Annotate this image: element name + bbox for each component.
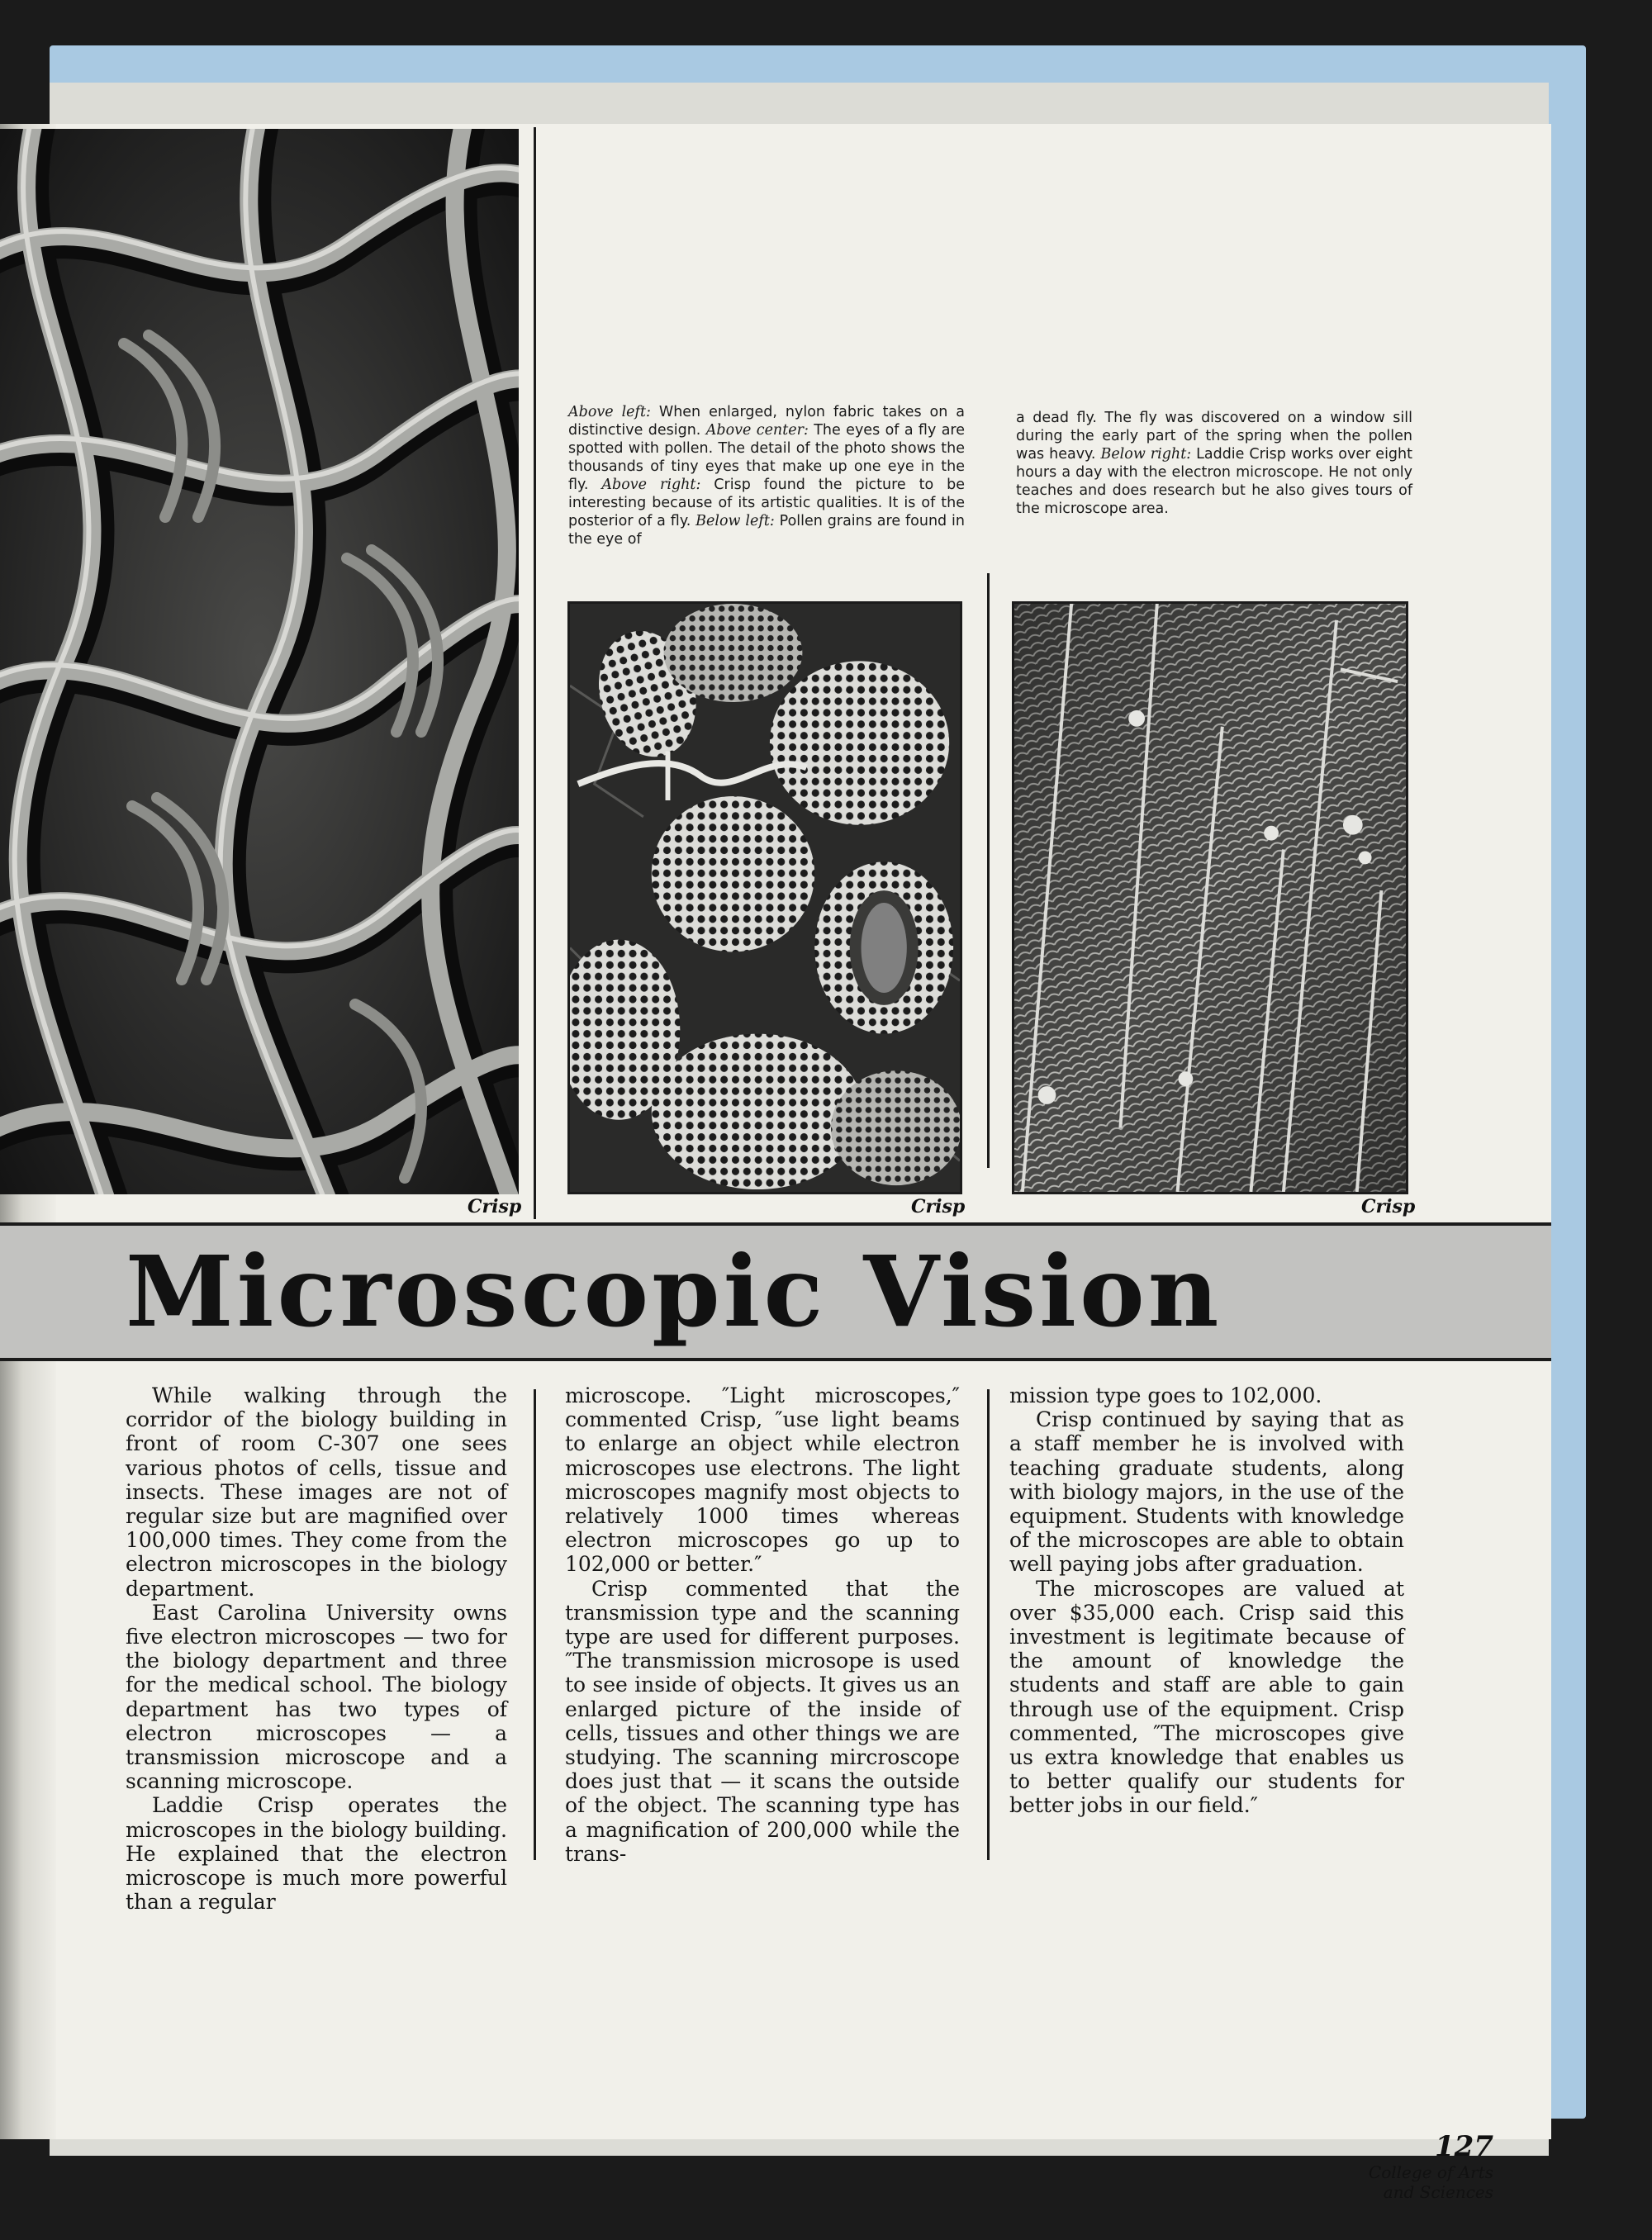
column-rule-top-left (534, 127, 536, 1219)
photo-credit-right: Crisp (1361, 1196, 1416, 1217)
article-column-3 (1009, 1383, 1404, 1818)
paragraph: East Carolina University owns five electron microscopes — two for the biology department and three for the medical school. The biology department has two types of electron microscopes — a transmission microscope and a scanning microscope. (126, 1600, 507, 1794)
photo-credit-left: Crisp (468, 1196, 522, 1217)
headline-banner (0, 1222, 1551, 1361)
paragraph: Laddie Crisp operates the microscopes in the biology building. He explained that the electron microscope is much more powerful than a regular (126, 1793, 507, 1915)
page-folio (1369, 2131, 1493, 2202)
column-rule-bottom-left (534, 1389, 536, 1860)
column-rule-bottom-right (987, 1389, 990, 1860)
paragraph: The microscopes are valued at over $35,000 each. Crisp said this investment is legitimate because of the amount of knowledge the students and staff are able to gain through use of the equipment. Crisp commented, ″The microscopes give us extra knowledge that enables us to better qualify our students for better jobs in our field.″ (1009, 1576, 1404, 1818)
paragraph: Crisp continued by saying that as a staff member he is involved with teaching graduate students, along with biology majors, in the use of the equipment. Students with knowledge of the microscopes are able to obtain well paying jobs after graduation. (1009, 1407, 1404, 1577)
column-rule-top-right (987, 573, 990, 1168)
article-headline: Microscopic Vision (126, 1234, 1222, 1349)
article-column-1 (126, 1383, 507, 1914)
paragraph: Crisp commented that the transmission type and the scanning type are used for different purposes. ″The transmission microsope is used to see inside of objects. It gives us an enlarged picture of the inside of cells, tissues and other things we are studying. The scanning mircroscope does just that — it scans the outside of the object. The scanning type has a magnification of 200,000 while the trans- (565, 1576, 960, 1866)
paragraph: mission type goes to 102,000. (1009, 1383, 1322, 1407)
article-column-2 (565, 1383, 960, 1866)
section-name-line-2: and Sciences (1383, 2182, 1493, 2202)
paragraph: microscope. ″Light microscopes,″ commented Crisp, ″use light beams to enlarge an object while electron microscopes use electrons. The light microscopes magnify most objects to relatively 1000 times whereas electron microscopes go up to 102,000 or better.″ (565, 1383, 960, 1577)
photo-credit-center: Crisp (911, 1196, 966, 1217)
page-number: 127 (1435, 2130, 1493, 2163)
caption-right: a dead fly. The fly was discovered on a window sill during the early part of the spring when the pollen was heavy. Below right: Laddie Crisp works over eight hours a day with the electron microscope. He not only teaches and does research but he also gives tours of the microscope area. (1016, 410, 1412, 517)
book-page (0, 124, 1551, 2202)
fly-posterior-photo (1012, 601, 1408, 1194)
caption-left: Above left: When enlarged, nylon fabric takes on a distinctive design. Above center: The eyes of a fly are spotted with pollen. The detail of the photo shows the thousands of tiny eyes that make up one eye in the fly. Above right: Crisp found the picture to be interesting because of its artistic qualities. It is of the posterior of a fly. Below left: Pollen grains are found in the eye of (568, 404, 965, 548)
nylon-fabric-photo (0, 129, 519, 1194)
paragraph: While walking through the corridor of the biology building in front of room C-307 one sees various photos of cells, tissue and insects. These images are not of regular size but are magnified over 100,000 times. They come from the electron microscopes in the biology department. (126, 1383, 507, 1601)
pollen-grains-photo (567, 601, 962, 1194)
section-name-line-1: College of Arts (1368, 2162, 1493, 2182)
